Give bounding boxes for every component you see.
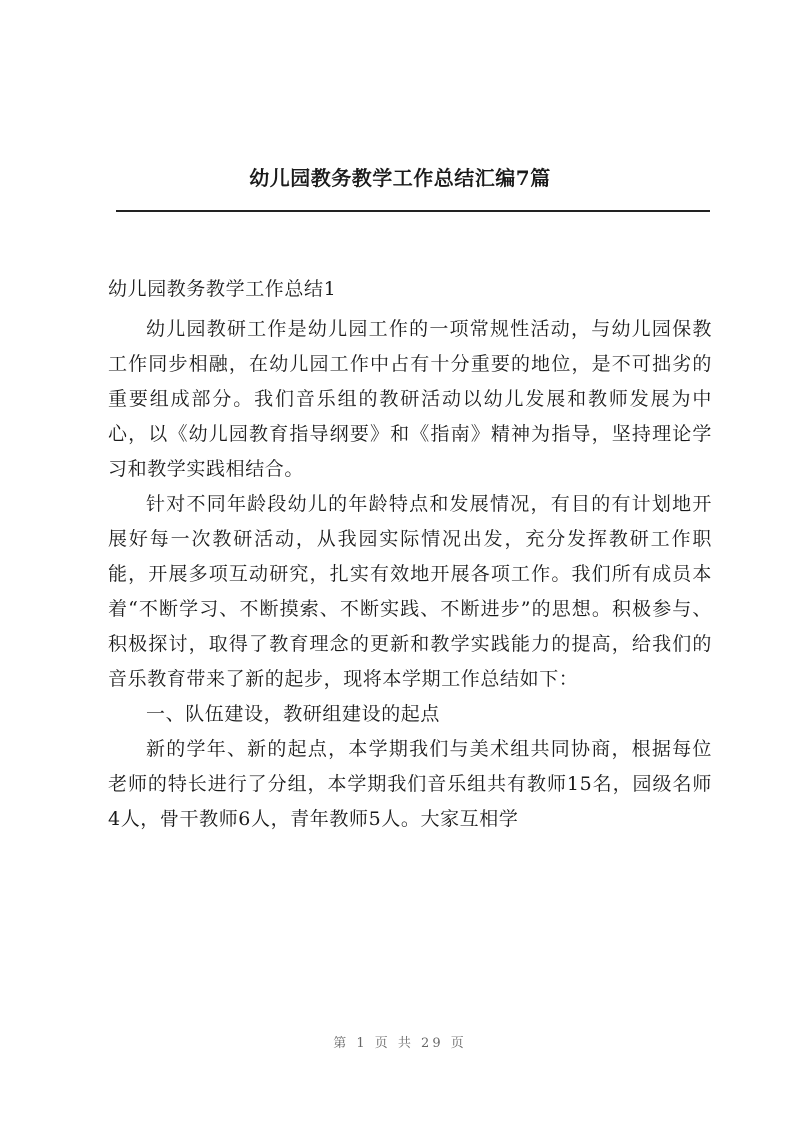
paragraph: 新的学年、新的起点，本学期我们与美术组共同协商，根据每位老师的特长进行了分组，本学期我们音乐组共有教师15名，园级名师4人，骨干教师6人，青年教师5人。大家互相学 (108, 738, 712, 830)
section-title: 幼儿园教务教学工作总结1 (108, 278, 337, 300)
paragraph: 幼儿园教研工作是幼儿园工作的一项常规性活动，与幼儿园保教工作同步相融，在幼儿园工作中占有十分重要的地位，是不可拙劣的重要组成部分。我们音乐组的教研活动以幼儿发展和教师发展为中心，以《幼儿园教育指导纲要》和《指南》精神为指导，坚持理论学习和教学实践相结合。 (108, 318, 712, 480)
document-title: 幼儿园教务教学工作总结汇编7篇 (249, 166, 551, 190)
paragraph: 针对不同年龄段幼儿的年龄特点和发展情况，有目的有计划地开展好每一次教研活动，从我园实际情况出发，充分发挥教研工作职能，开展多项互动研究，扎实有效地开展各项工作。我们所有成员本着“不断学习、不断摸索、不断实践、不断进步”的思想。积极参与、积极探讨，取得了教育理念的更新和教学实践能力的提高，给我们的音乐教育带来了新的起步，现将本学期工作总结如下： (108, 493, 712, 690)
title-underline (116, 210, 710, 212)
subsection-heading: 一、队伍建设，教研组建设的起点 (146, 703, 441, 725)
page-number-footer: 第 1 页 共 29 页 (333, 1036, 467, 1051)
document-body (108, 272, 712, 837)
